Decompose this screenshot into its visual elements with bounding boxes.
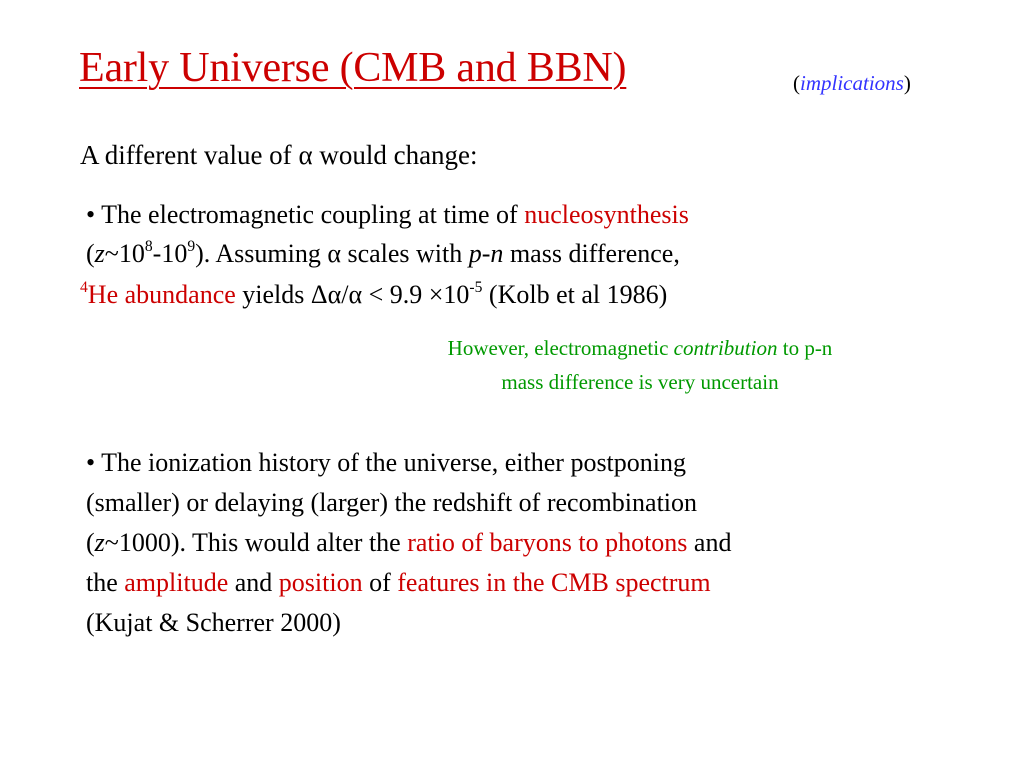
bullet1-l2-c: ). Assuming [195,239,328,268]
bullet1-line1 [86,200,689,230]
bullet1-l2-b: -10 [152,239,188,268]
slide-title: Early Universe (CMB and BBN) [79,45,627,91]
note-l1-b: to p-n [777,336,833,360]
note-line2: mass difference is very uncertain [501,370,779,394]
bullet1-l2-alpha: α [327,239,341,268]
bullet2-l4-highlight2: position [278,568,363,597]
bullet2-l4-a: the [86,568,125,597]
bullet1-l2-sup2: 9 [187,238,196,256]
bullet2-l4-b: and [228,568,279,597]
intro-post: would change: [312,140,478,170]
bullet2-l3-a: ~1000). This would alter the [104,528,408,557]
bullet1-l2-z: z [94,239,105,268]
bullet1-l1-text: • The electromagnetic coupling at time of [86,200,525,229]
bullet1-l2-pn: p-n [468,239,504,268]
bullet1-l2-open: ( [86,239,95,268]
note-l1-a: However, electromagnetic [447,336,674,360]
bullet1-line3 [80,280,667,310]
intro-alpha: α [298,140,313,170]
bullet2-line1: • The ionization history of the universe, either postponing [86,448,687,477]
note-l1-italic: contribution [673,336,778,360]
intro-pre: A different value of [80,140,299,170]
bullet2-line2: (smaller) or delaying (larger) the redshift of recombination [86,488,698,517]
bullet1-l3-highlight: He abundance [87,280,236,309]
bullet1-l2-d: scales with [340,239,469,268]
slide-subtitle [793,71,911,96]
bullet2-line5: (Kujat & Scherrer 2000) [86,608,341,637]
bullet1-l3-sup: 4 [80,279,88,297]
bullet1-line2 [86,239,680,269]
subtitle-word: implications [800,71,904,95]
bullet1-l3-sup2: -5 [469,279,483,297]
bullet2-l4-highlight1: amplitude [124,568,229,597]
bullet2-line4 [86,568,711,598]
bullet1-l1-highlight: nucleosynthesis [524,200,689,229]
subtitle-close-paren: ) [903,71,911,95]
bullet1-l2-a: ~10 [104,239,145,268]
bullet1-l3-b: < 9.9 ×10 [362,280,470,309]
bullet2-l3-b: and [687,528,732,557]
bullet2-l3-open: ( [86,528,95,557]
bullet2-l4-highlight3: features in the CMB spectrum [397,568,711,597]
bullet1-l3-c: (Kolb et al 1986) [482,280,668,309]
bullet1-l2-sup1: 8 [144,238,153,256]
bullet1-l3-ratio: Δα/α [310,280,363,309]
note-line1 [360,336,920,361]
bullet2-l4-c: of [362,568,398,597]
bullet2-l3-z: z [94,528,105,557]
intro-line [80,140,478,171]
bullet1-l3-a: yields [235,280,311,309]
bullet1-l2-e: mass difference, [503,239,680,268]
subtitle-open-paren: ( [793,71,800,95]
bullet2-line3 [86,528,731,558]
bullet2-l3-highlight: ratio of baryons to photons [407,528,688,557]
